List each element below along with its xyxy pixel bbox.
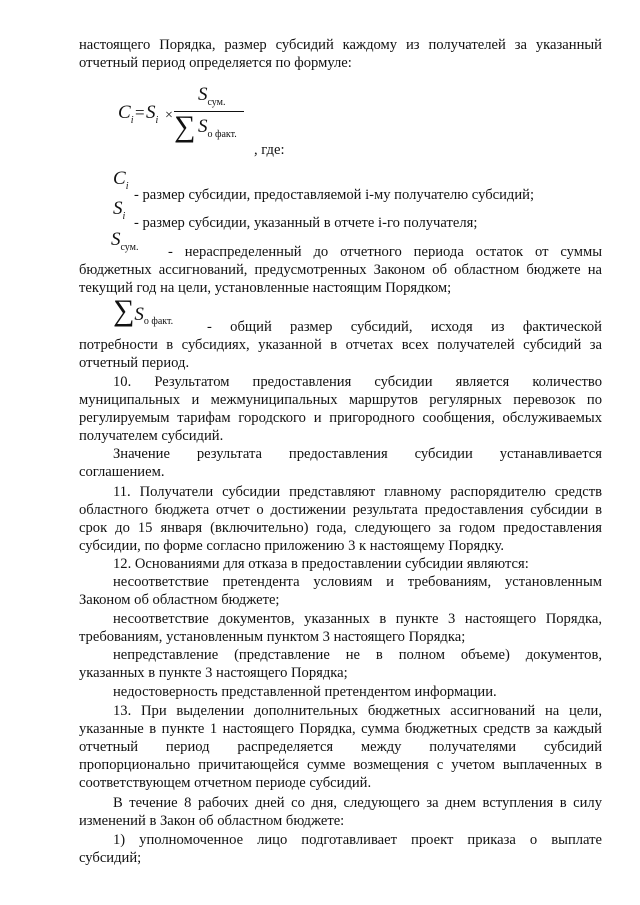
formula-c: C <box>118 102 131 123</box>
def-ssum-line1: - нераспределенный до отчетного периода остаток от суммы <box>168 244 602 260</box>
formula-where: , где: <box>254 142 285 158</box>
def-sfact-s: S <box>134 304 144 325</box>
p14-item1-line2: субсидий; <box>79 850 142 866</box>
def-ci-symbol <box>113 170 128 196</box>
p12-d1: недостоверность представленной претендентом информации. <box>113 684 497 700</box>
p13-line5: соответствующем отчетном периоде субсидий. <box>79 775 372 791</box>
formula-den-sub: о факт. <box>207 128 237 140</box>
def-ssum-line3: текущий год на цели, установленные настоящим Порядком; <box>79 280 452 296</box>
def-si-sym: S <box>113 198 123 219</box>
def-sfact-sum-icon: ∑ <box>113 294 135 327</box>
def-sfact-sub: о факт. <box>143 315 174 327</box>
p11-line3: срок до 15 января (включительно) года, следующего за годом предоставления <box>79 520 602 536</box>
text-line <box>79 36 602 54</box>
p13-line2: указанные в пункте 1 настоящего Порядка, сумма бюджетных средств за каждый <box>79 721 602 737</box>
p12-c2: указанных в пункте 3 настоящего Порядка; <box>79 665 348 681</box>
p11-line4: субсидии, по форме согласно приложению 3 к настоящему Порядку. <box>79 538 504 554</box>
def-si-sub: i <box>122 210 126 222</box>
def-ci-sub: i <box>125 180 129 192</box>
def-ssum-line2: бюджетных ассигнований, предусмотренных Законом об областном бюджете на <box>79 262 602 278</box>
formula-s: S <box>146 102 156 123</box>
p12-a1: несоответствие претендента условиям и требованиям, установленным <box>113 574 602 590</box>
p13-line4: пропорционально причитающейся сумме возмещения с учетом выплаченных в <box>79 757 602 773</box>
p12-a2: Законом об областном бюджете; <box>79 592 280 608</box>
formula-c-sub: i <box>130 114 134 126</box>
formula-num-sub: сум. <box>207 96 226 108</box>
def-sfact-line2: потребности в субсидиях, указанной в отчетах всех получателей субсидий за <box>79 337 602 353</box>
def-sfact-symbol <box>113 296 173 331</box>
formula-s-sub: i <box>155 114 159 126</box>
def-ci-text: - размер субсидии, предоставляемой i-му получателю субсидий; <box>134 187 535 203</box>
p11-line1: 11. Получатели субсидии представляют главному распорядителю средств <box>113 484 602 500</box>
text-line-content: настоящего Порядка, размер субсидий каждому из получателей за указанный <box>79 37 602 53</box>
def-sfact-line3: отчетный период. <box>79 355 190 371</box>
main-formula <box>118 84 318 148</box>
p12-line1: 12. Основаниями для отказа в предоставлении субсидии являются: <box>113 556 529 572</box>
p10-line2: муниципальных и межмуниципальных маршрутов регулярных перевозок по <box>79 392 602 408</box>
p13-line3: отчетный период распределяется между получателями субсидий <box>79 739 602 755</box>
p10-line4: получателем субсидий. <box>79 428 224 444</box>
p12-b1: несоответствие документов, указанных в пункте 3 настоящего Порядка, <box>113 611 602 627</box>
def-sfact-line1: - общий размер субсидий, исходя из фактической <box>207 319 602 335</box>
def-ci-sym: C <box>113 168 126 189</box>
text-line: отчетный период определяется по формуле: <box>79 55 352 71</box>
p10b-line1: Значение результата предоставления субсидии устанавливается <box>113 446 602 462</box>
def-ssum-symbol <box>111 231 139 257</box>
def-si-symbol <box>113 200 125 226</box>
p14-line2: изменений в Закон об областном бюджете: <box>79 813 345 829</box>
formula-times: × <box>165 108 173 123</box>
formula-den-s: S <box>198 116 208 137</box>
formula-sum-icon: ∑ <box>174 110 196 143</box>
p11-line2: областного бюджета отчет о достижении результата предоставления субсидии в <box>79 502 602 518</box>
p12-c1: непредставление (представление не в полном объеме) документов, <box>113 647 602 663</box>
p14-item1-line1: 1) уполномоченное лицо подготавливает проект приказа о выплате <box>113 832 602 848</box>
def-si-text: - размер субсидии, указанный в отчете i-го получателя; <box>134 215 478 231</box>
p10-line3: регулируемым тарифам городского и пригородного сообщения, обслуживаемых <box>79 410 602 426</box>
def-ssum-sub: сум. <box>120 241 139 253</box>
p10-line1: 10. Результатом предоставления субсидии является количество <box>113 374 602 390</box>
p12-b2: требованиям, установленным пунктом 3 настоящего Порядка; <box>79 629 466 645</box>
formula-equals: = <box>135 103 145 122</box>
p13-line1: 13. При выделении дополнительных бюджетных ассигнований на цели, <box>113 703 602 719</box>
p10b-line2: соглашением. <box>79 464 165 480</box>
formula-num-s: S <box>198 84 208 105</box>
def-ssum-sym: S <box>111 229 121 250</box>
p14-line1: В течение 8 рабочих дней со дня, следующего за днем вступления в силу <box>113 795 602 811</box>
